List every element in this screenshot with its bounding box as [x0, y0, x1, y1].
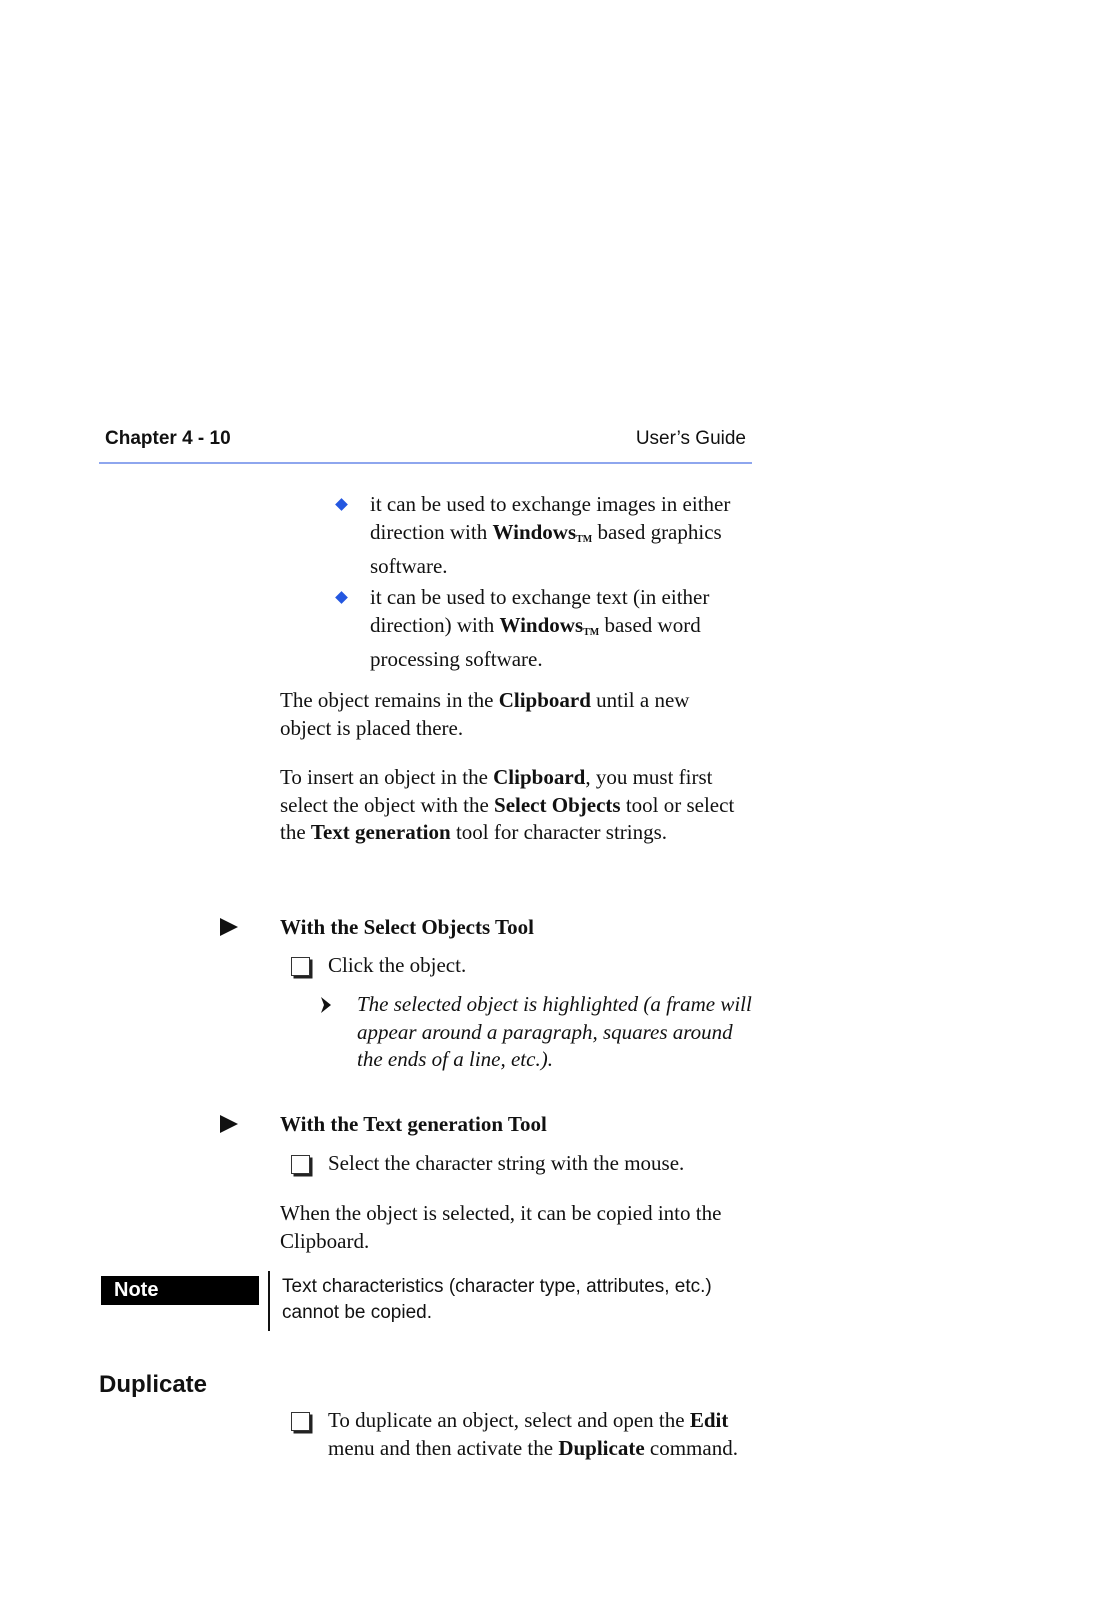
procedure-heading: With the Select Objects Tool	[280, 915, 534, 939]
procedure-heading: With the Text generation Tool	[280, 1112, 547, 1136]
diamond-bullet-icon	[335, 591, 348, 604]
section-title: Duplicate	[99, 1371, 208, 1398]
step-text: Select the character string with the mouse.	[328, 1151, 685, 1175]
bullet-item: it can be used to exchange text (in either direction) with WindowsTM based word processing software.	[370, 585, 710, 671]
result-arrow-icon	[319, 996, 333, 1014]
step-checkbox-icon	[291, 957, 310, 976]
procedure-arrow-icon	[220, 918, 238, 936]
step-checkbox-icon	[291, 1155, 310, 1174]
bullet-item: it can be used to exchange images in either direction with WindowsTM based graphics software.	[370, 492, 731, 578]
guide-title: User’s Guide	[635, 428, 746, 449]
step-text: To duplicate an object, select and open the Edit menu and then activate the Duplicate command.	[328, 1408, 738, 1460]
step-text: Click the object.	[328, 953, 467, 977]
header-divider	[99, 462, 752, 464]
diamond-bullet-icon	[335, 498, 348, 511]
chapter-number: Chapter 4 - 10	[105, 428, 231, 449]
insert-paragraph: To insert an object in the Clipboard, you must first select the object with the Select Objects tool or select the Text generation tool for character strings.	[280, 765, 735, 844]
step-result: The selected object is highlighted (a frame will appear around a paragraph, squares around the ends of a line, etc.).	[357, 992, 752, 1071]
step-checkbox-icon	[291, 1412, 310, 1431]
clipboard-paragraph: The object remains in the Clipboard until a new object is placed there.	[280, 688, 690, 740]
procedure-arrow-icon	[220, 1115, 238, 1133]
note-label: Note	[101, 1276, 259, 1305]
copied-paragraph: When the object is selected, it can be copied into the Clipboard.	[280, 1201, 722, 1253]
note-text: Text characteristics (character type, attributes, etc.) cannot be copied.	[282, 1276, 712, 1323]
note-divider	[268, 1271, 270, 1331]
